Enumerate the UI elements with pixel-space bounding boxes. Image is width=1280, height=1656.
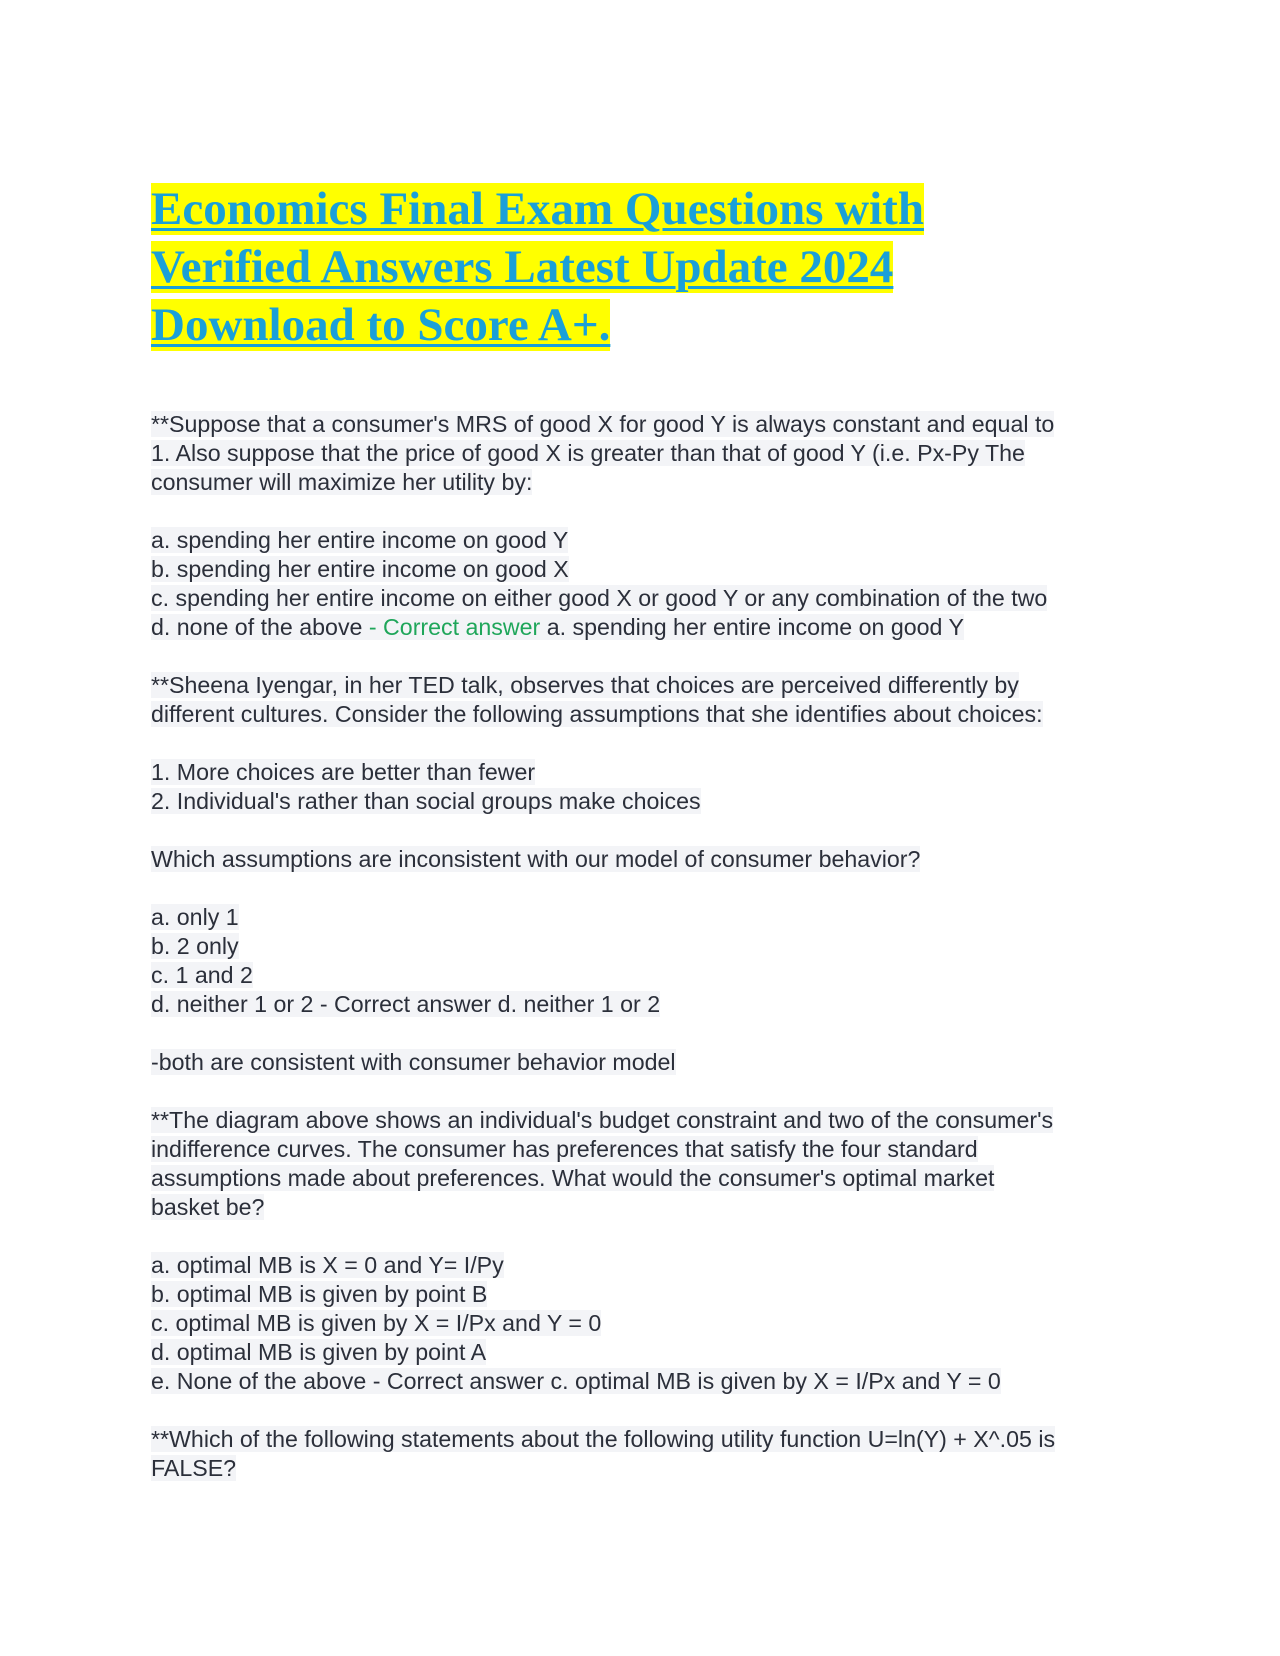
question-2-note: [151, 1048, 1141, 1077]
text-line: basket be?: [151, 1194, 265, 1220]
question-2-assumptions: [151, 758, 1141, 816]
option-a: a. spending her entire income on good Y: [151, 527, 569, 553]
answer-text: a. spending her entire income on good Y: [540, 614, 964, 640]
text-line: indifference curves. The consumer has preferences that satisfy the four standard: [151, 1136, 978, 1162]
option-a: a. optimal MB is X = 0 and Y= I/Py: [151, 1252, 504, 1278]
answer-note: -both are consistent with consumer behavior model: [151, 1049, 676, 1075]
text-line: different cultures. Consider the following assumptions that she identifies about choices:: [151, 701, 1043, 727]
text-line: **The diagram above shows an individual's budget constraint and two of the consumer's: [151, 1107, 1054, 1133]
question-1-text: [151, 410, 1141, 497]
title-line-3[interactable]: Download to Score A+.: [151, 299, 611, 351]
option-c: c. optimal MB is given by X = I/Px and Y = 0: [151, 1310, 602, 1336]
assumption-1: 1. More choices are better than fewer: [151, 759, 536, 785]
text-line: **Sheena Iyengar, in her TED talk, observes that choices are perceived differently by: [151, 672, 1019, 698]
text-line: 1. Also suppose that the price of good X is greater than that of good Y (i.e. Px-Py The: [151, 440, 1025, 466]
option-d: d. optimal MB is given by point A: [151, 1339, 487, 1365]
question-2-text: [151, 671, 1141, 729]
text-line: FALSE?: [151, 1455, 237, 1481]
title-line-1[interactable]: Economics Final Exam Questions with: [151, 183, 924, 235]
option-d-text: d. none of the above: [151, 614, 369, 640]
option-c: c. 1 and 2: [151, 962, 253, 988]
assumption-2: 2. Individual's rather than social groups make choices: [151, 788, 701, 814]
document-body: [151, 410, 1141, 1483]
text-line: **Suppose that a consumer's MRS of good X for good Y is always constant and equal to: [151, 411, 1055, 437]
text-line: Which assumptions are inconsistent with our model of consumer behavior?: [151, 846, 921, 872]
option-b: b. optimal MB is given by point B: [151, 1281, 488, 1307]
question-4-text: [151, 1425, 1141, 1483]
document-title[interactable]: [151, 180, 1141, 354]
question-3-text: [151, 1106, 1141, 1222]
question-2-prompt: [151, 845, 1141, 874]
option-e: e. None of the above - Correct answer c. optimal MB is given by X = I/Px and Y = 0: [151, 1368, 1001, 1394]
correct-answer-label: - Correct answer: [368, 614, 541, 640]
question-3-options: [151, 1251, 1141, 1396]
title-line-2[interactable]: Verified Answers Latest Update 2024: [151, 241, 894, 293]
option-c: c. spending her entire income on either good X or good Y or any combination of the two: [151, 585, 1048, 611]
option-d: [151, 614, 964, 640]
option-d: d. neither 1 or 2 - Correct answer d. neither 1 or 2: [151, 991, 661, 1017]
option-b: b. 2 only: [151, 933, 239, 959]
option-b: b. spending her entire income on good X: [151, 556, 569, 582]
text-line: **Which of the following statements about the following utility function U=ln(Y) + X^.05 is: [151, 1426, 1056, 1452]
question-2-options: [151, 903, 1141, 1019]
text-line: consumer will maximize her utility by:: [151, 469, 533, 495]
question-1-options: [151, 526, 1141, 642]
option-a: a. only 1: [151, 904, 239, 930]
document-page: [151, 0, 1141, 1512]
text-line: assumptions made about preferences. What would the consumer's optimal market: [151, 1165, 995, 1191]
